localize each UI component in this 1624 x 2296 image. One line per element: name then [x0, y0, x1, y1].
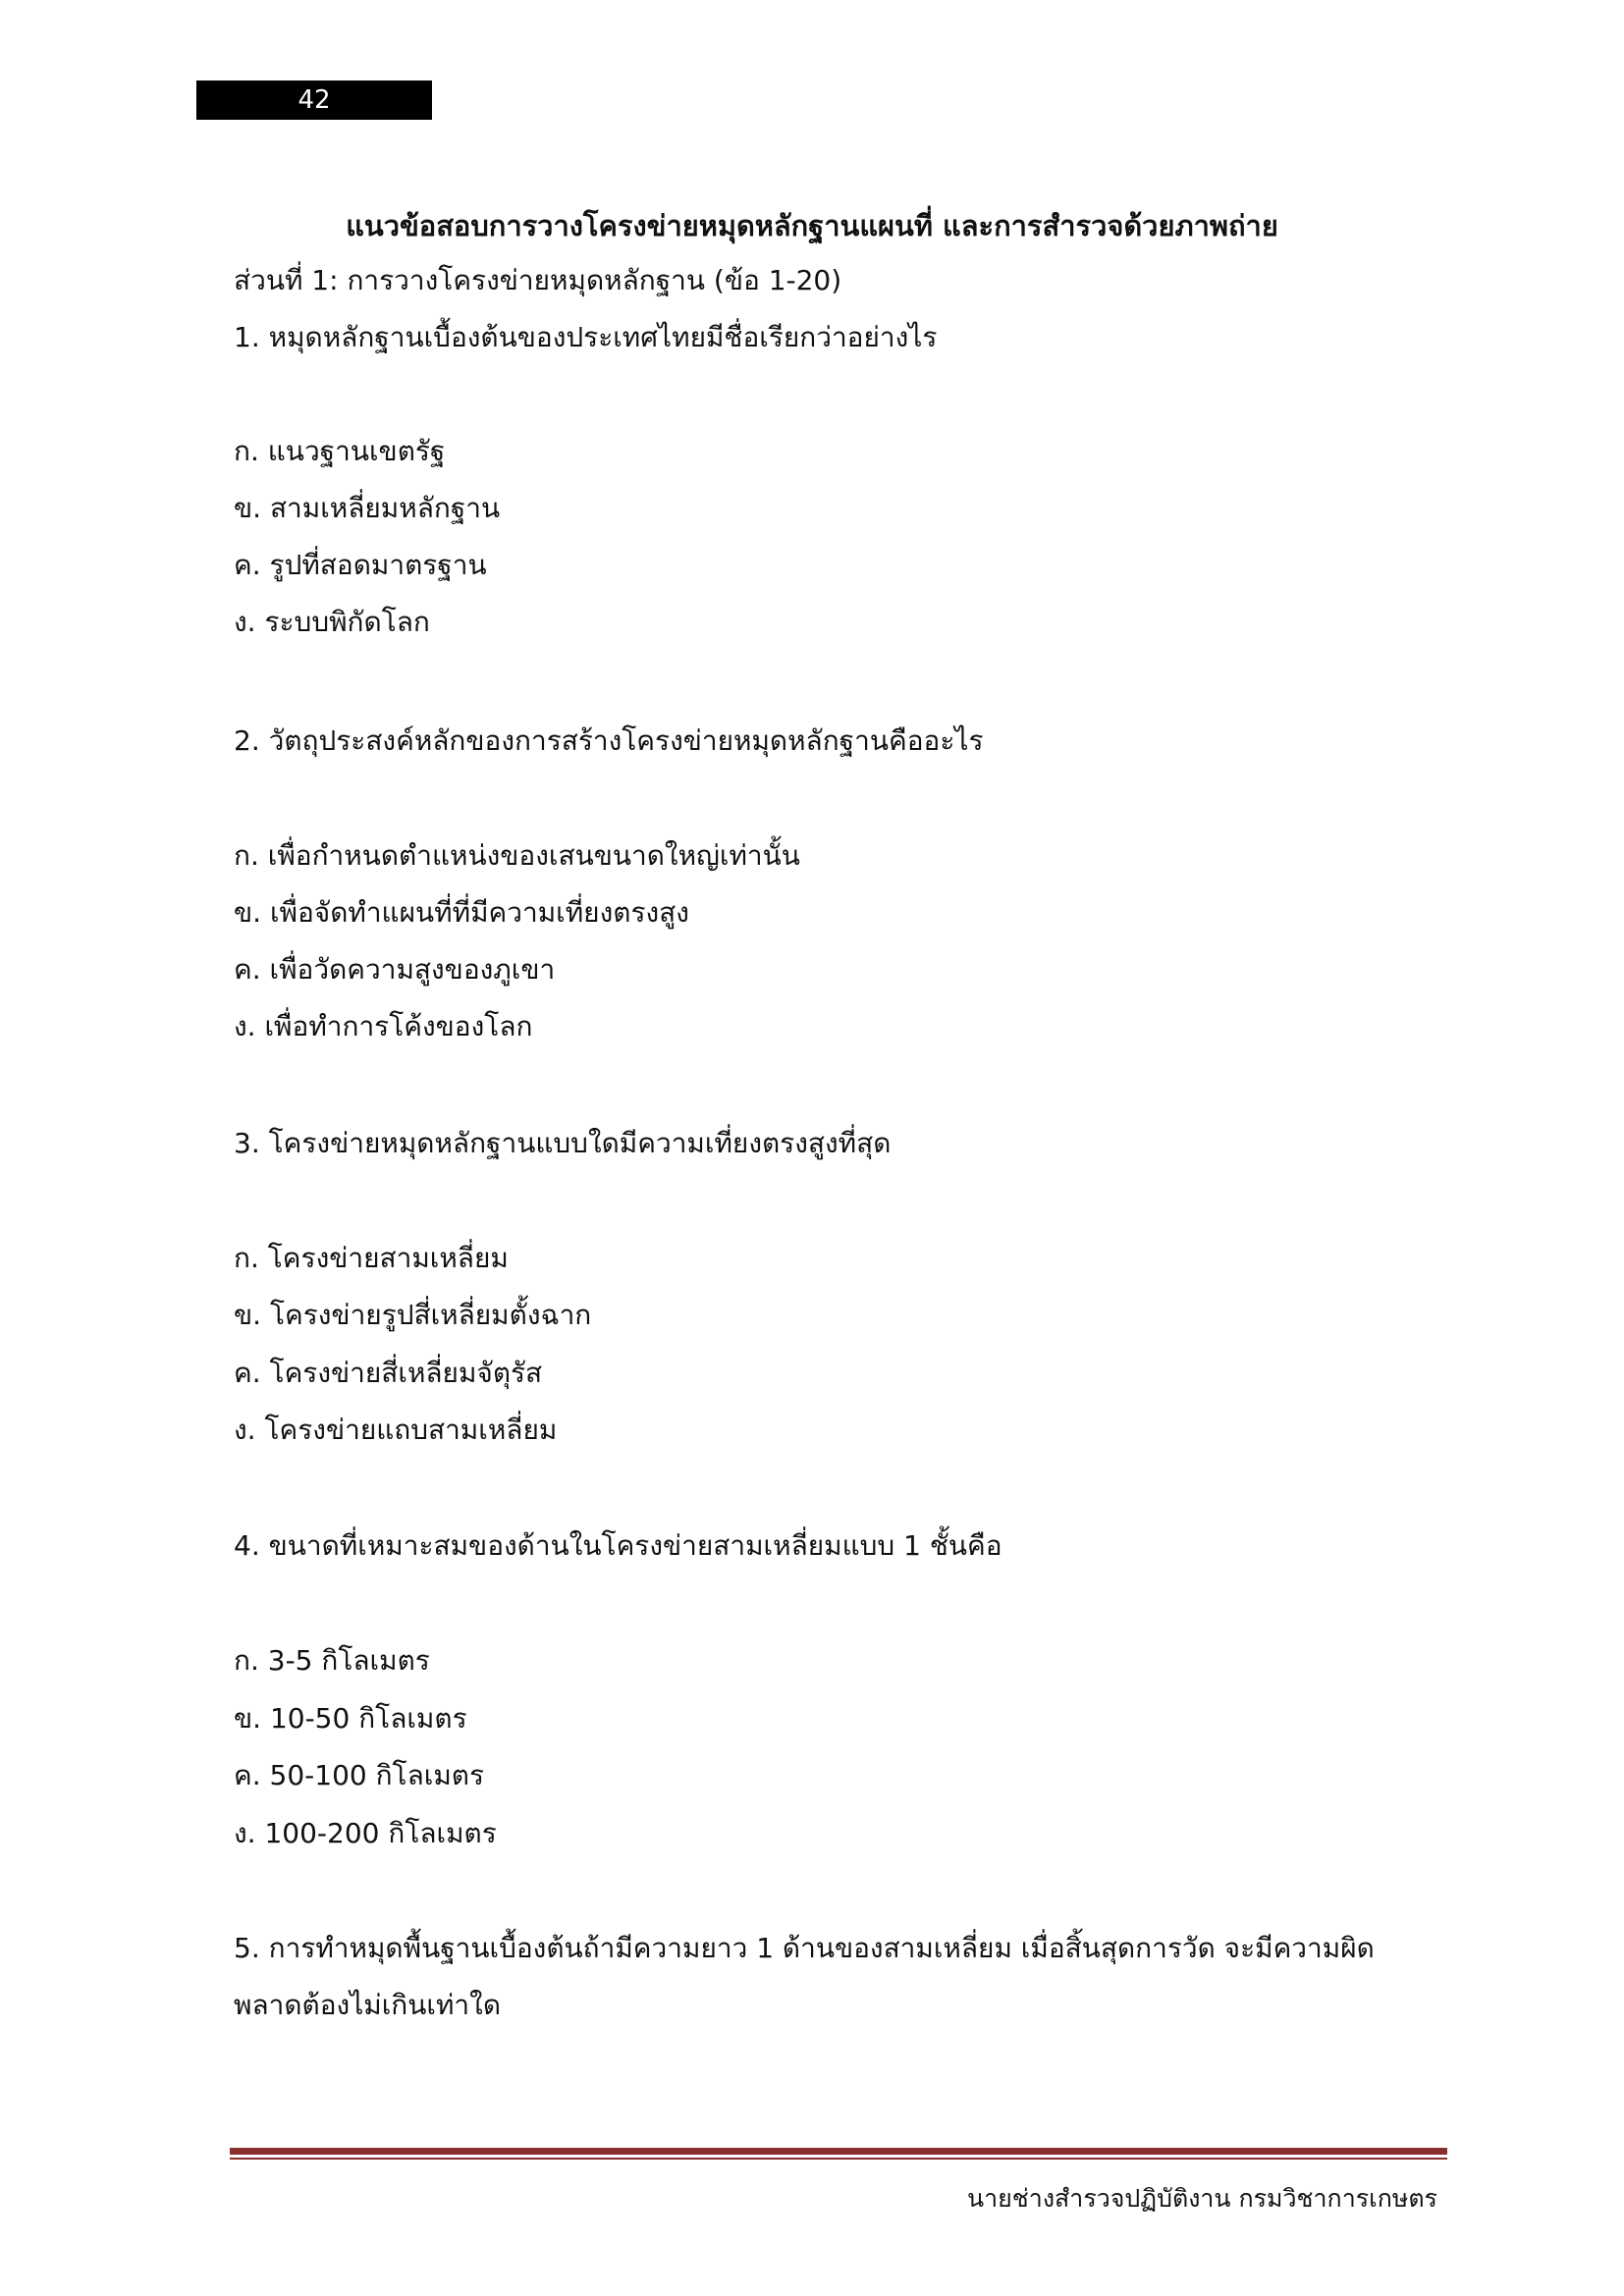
- question-1-option-b: ข. สามเหลี่ยมหลักฐาน: [234, 492, 501, 524]
- question-1-option-d: ง. ระบบพิกัดโลก: [234, 606, 430, 638]
- document-title: แนวข้อสอบการวางโครงข่ายหมุดหลักฐานแผนที่ และการสำรวจด้วยภาพถ่าย: [346, 209, 1278, 242]
- question-2-option-a: ก. เพื่อกำหนดตำแหน่งของเสนขนาดใหญ่เท่านั้น: [234, 839, 800, 872]
- question-2-text: 2. วัตถุประสงค์หลักของการสร้างโครงข่ายหมุดหลักฐานคืออะไร: [234, 724, 984, 757]
- question-2-option-c: ค. เพื่อวัดความสูงของภูเขา: [234, 953, 556, 986]
- question-5-text: 5. การทำหมุดพื้นฐานเบื้องต้นถ้ามีความยาว 1 ด้านของสามเหลี่ยม เมื่อสิ้นสุดการวัด จะมีความผิดพลาดต้องไม่เกินเท่าใด: [234, 1932, 1375, 2021]
- page-number: 42: [196, 80, 432, 120]
- question-2-option-b: ข. เพื่อจัดทำแผนที่ที่มีความเที่ยงตรงสูง: [234, 896, 689, 929]
- question-3-option-a: ก. โครงข่ายสามเหลี่ยม: [234, 1242, 509, 1274]
- question-3-option-c: ค. โครงข่ายสี่เหลี่ยมจัตุรัส: [234, 1357, 543, 1389]
- question-3-option-b: ข. โครงข่ายรูปสี่เหลี่ยมตั้งฉาก: [234, 1299, 592, 1331]
- question-1-option-a: ก. แนวฐานเขตรัฐ: [234, 435, 446, 467]
- question-1-option-c: ค. รูปที่สอดมาตรฐาน: [234, 549, 487, 581]
- footer-rule: [230, 2148, 1447, 2155]
- question-3-text: 3. โครงข่ายหมุดหลักฐานแบบใดมีความเที่ยงตรงสูงที่สุด: [234, 1127, 892, 1159]
- question-4-option-a: ก. 3-5 กิโลเมตร: [234, 1644, 430, 1677]
- section-heading: ส่วนที่ 1: การวางโครงข่ายหมุดหลักฐาน (ข้อ 1-20): [234, 264, 842, 296]
- question-4-text: 4. ขนาดที่เหมาะสมของด้านในโครงข่ายสามเหลี่ยมแบบ 1 ชั้นคือ: [234, 1529, 1002, 1562]
- footer-rule-thin: [230, 2158, 1447, 2160]
- footer-text: นายช่างสำรวจปฏิบัติงาน กรมวิชาการเกษตร: [967, 2184, 1437, 2213]
- question-2-option-d: ง. เพื่อทำการโค้งของโลก: [234, 1010, 533, 1042]
- question-4-option-b: ข. 10-50 กิโลเมตร: [234, 1702, 467, 1735]
- question-3-option-d: ง. โครงข่ายแถบสามเหลี่ยม: [234, 1414, 558, 1446]
- question-4-option-d: ง. 100-200 กิโลเมตร: [234, 1817, 497, 1849]
- question-1-text: 1. หมุดหลักฐานเบื้องต้นของประเทศไทยมีชื่อเรียกว่าอย่างไร: [234, 321, 938, 353]
- question-4-option-c: ค. 50-100 กิโลเมตร: [234, 1759, 485, 1791]
